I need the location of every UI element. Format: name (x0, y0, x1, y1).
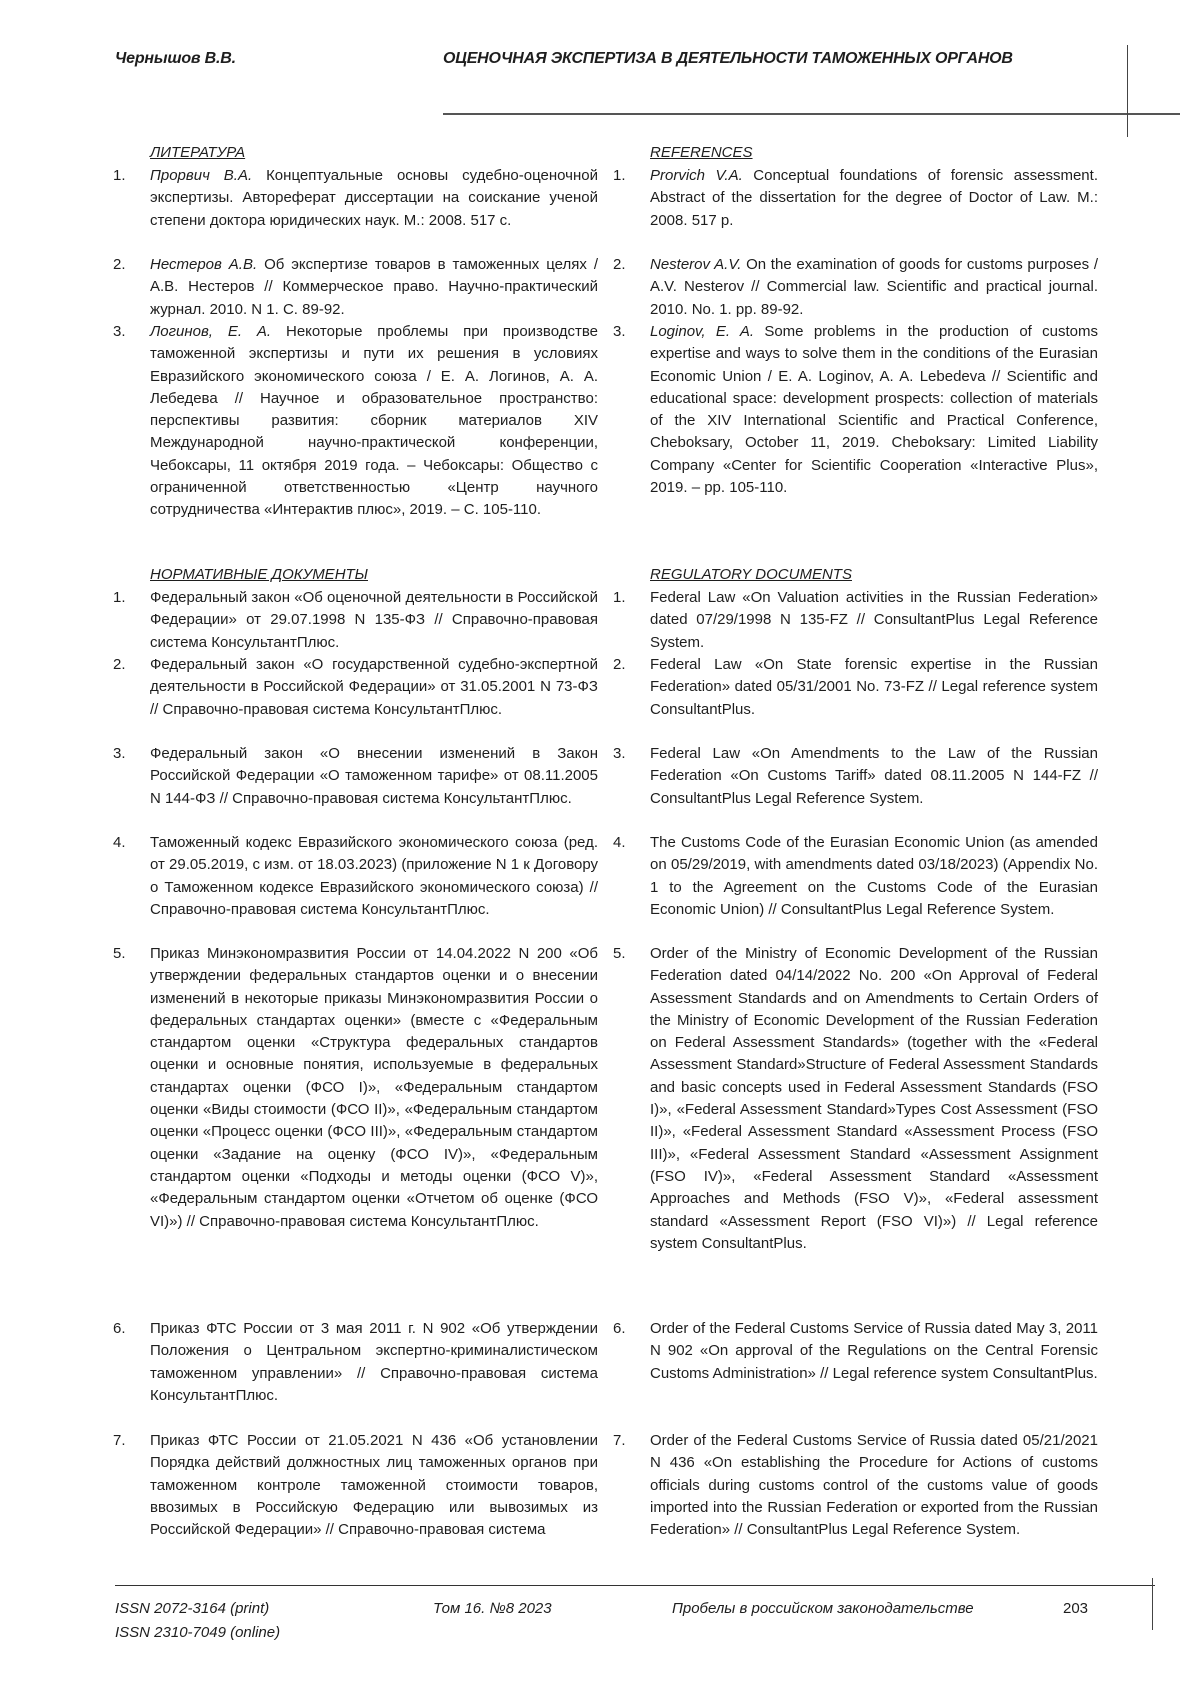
item-number: 1. (613, 587, 649, 609)
reference-item-right (613, 254, 1098, 321)
item-author: Логинов, Е. А. (150, 323, 271, 340)
header-crop-mark (1127, 45, 1128, 137)
item-number: 1. (113, 165, 149, 187)
regulatory-heading-en: REGULATORY DOCUMENTS (650, 564, 852, 586)
regulatory-item-right (613, 654, 1098, 721)
regulatory-item-left (113, 1318, 598, 1407)
item-number: 3. (613, 743, 649, 765)
item-author: Нестеров А.В. (150, 256, 257, 273)
item-text: Некоторые проблемы при производстве таможенной экспертизы и пути их решения в условиях Евразийского экономического союза / Е. А. Логинов, А. А. Лебедева // Научное и образовательное пространство: перспективы развития: сборник материалов XIV Международной научно-практической конференции, Чебоксары, 11 октября 2019 года. – Чебоксары: Общество с ограниченной ответственностью «Центр научного сотрудничества «Интерактив плюс», 2019. – С. 105-110. (150, 323, 598, 518)
footer-rule (115, 1585, 1155, 1586)
item-text: Federal Law «On State forensic expertise in the Russian Federation» dated 05/31/2001 No. 73-FZ // Legal reference system ConsultantPlus. (650, 656, 1098, 718)
footer-crop-mark (1152, 1578, 1153, 1630)
item-number: 2. (113, 254, 149, 276)
regulatory-item-left (113, 743, 598, 810)
regulatory-item-right (613, 943, 1098, 1255)
regulatory-item-left (113, 1430, 598, 1541)
item-number: 3. (113, 321, 149, 343)
issn-print: ISSN 2072-3164 (print) (115, 1600, 269, 1617)
item-author: Nesterov A.V. (650, 256, 741, 273)
regulatory-item-left (113, 832, 598, 921)
journal-name: Пробелы в российском законодательстве (672, 1600, 974, 1617)
regulatory-heading-ru: НОРМАТИВНЫЕ ДОКУМЕНТЫ (150, 564, 368, 586)
item-number: 5. (113, 943, 149, 965)
item-number: 2. (613, 654, 649, 676)
item-number: 2. (113, 654, 149, 676)
reference-item-left (113, 321, 598, 522)
regulatory-item-left (113, 587, 598, 654)
reference-item-left (113, 165, 598, 232)
regulatory-item-right (613, 1430, 1098, 1541)
item-number: 6. (113, 1318, 149, 1340)
item-author: Loginov, E. A. (650, 323, 754, 340)
item-author: Prorvich V.A. (650, 167, 743, 184)
item-number: 2. (613, 254, 649, 276)
item-text: Order of the Federal Customs Service of Russia dated May 3, 2011 N 902 «On approval of the Regulations on the Central Forensic Customs Administration» // Legal reference system ConsultantPlus. (650, 1320, 1098, 1382)
page-number: 203 (1063, 1600, 1088, 1617)
references-heading: REFERENCES (650, 142, 753, 164)
item-number: 3. (613, 321, 649, 343)
item-number: 1. (113, 587, 149, 609)
item-text: Федеральный закон «О государственной судебно-экспертной деятельности в Российской Федерации» от 31.05.2001 N 73-ФЗ // Справочно-правовая система КонсультантПлюс. (150, 656, 598, 718)
item-text: Federal Law «On Valuation activities in the Russian Federation» dated 07/29/1998 N 135-FZ // ConsultantPlus Legal Reference System. (650, 589, 1098, 651)
regulatory-item-right (613, 1318, 1098, 1385)
item-text: On the examination of goods for customs purposes / A.V. Nesterov // Commercial law. Scientific and practical journal. 2010. No. 1. pp. 89-92. (650, 256, 1098, 318)
item-text: Приказ ФТС России от 21.05.2021 N 436 «Об установлении Порядка действий должностных лиц таможенных органов при таможенном контроле таможенной стоимости товаров, ввозимых в Российскую Федерацию или вывозимых из Российской Федерации» // Справочно-правовая система (150, 1432, 598, 1538)
reference-item-right (613, 165, 1098, 232)
reference-item-left (113, 254, 598, 321)
running-header-title: ОЦЕНОЧНАЯ ЭКСПЕРТИЗА В ДЕЯТЕЛЬНОСТИ ТАМОЖЕННЫХ ОРГАНОВ (443, 50, 1013, 68)
item-text: Приказ ФТС России от 3 мая 2011 г. N 902 «Об утверждении Положения о Центральном экспертно-криминалистическом таможенном управлении» // Справочно-правовая система КонсультантПлюс. (150, 1320, 598, 1404)
item-text: Federal Law «On Amendments to the Law of the Russian Federation «On Customs Tariff» dated 08.11.2005 N 144-FZ // ConsultantPlus Legal Reference System. (650, 745, 1098, 807)
item-text: Федеральный закон «О внесении изменений в Закон Российской Федерации «О таможенном тарифе» от 08.11.2005 N 144-ФЗ // Справочно-правовая система КонсультантПлюс. (150, 745, 598, 807)
item-text: Федеральный закон «Об оценочной деятельности в Российской Федерации» от 29.07.1998 N 135-ФЗ // Справочно-правовая система КонсультантПлюс. (150, 589, 598, 651)
regulatory-item-left (113, 654, 598, 721)
item-text: Conceptual foundations of forensic assessment. Abstract of the dissertation for the degree of Doctor of Law. M.: 2008. 517 p. (650, 167, 1098, 229)
item-number: 4. (613, 832, 649, 854)
item-number: 7. (113, 1430, 149, 1452)
volume-issue: Том 16. №8 2023 (433, 1600, 552, 1617)
literature-heading: ЛИТЕРАТУРА (150, 142, 245, 164)
item-text: Order of the Federal Customs Service of Russia dated 05/21/2021 N 436 «On establishing the Procedure for Actions of customs officials during customs control of the customs value of goods imported into the Russian Federation or exported from the Russian Federation» // ConsultantPlus Legal Reference System. (650, 1432, 1098, 1538)
item-text: Some problems in the production of customs expertise and ways to solve them in the conditions of the Eurasian Economic Union / E. A. Loginov, A. A. Lebedeva // Scientific and educational space: development prospects: collection of materials of the XIV International Scientific and Practical Conference, Cheboksary, October 11, 2019. Cheboksary: Limited Liability Company «Center for Scientific Cooperation «Interactive Plus», 2019. – pp. 105-110. (650, 323, 1098, 496)
item-text: The Customs Code of the Eurasian Economic Union (as amended on 05/29/2019, with amendments dated 03/18/2023) (Appendix No. 1 to the Agreement on the Customs Code of the Eurasian Economic Union) // ConsultantPlus Legal Reference System. (650, 834, 1098, 918)
item-text: Таможенный кодекс Евразийского экономического союза (ред. от 29.05.2019, с изм. от 18.03.2023) (приложение N 1 к Договору о Таможенном кодексе Евразийского экономического союза) // Справочно-правовая система КонсультантПлюс. (150, 834, 598, 918)
item-text: Концептуальные основы судебно-оценочной экспертизы. Автореферат диссертации на соискание ученой степени доктора юридических наук. М.: 2008. 517 с. (150, 167, 598, 229)
item-number: 3. (113, 743, 149, 765)
regulatory-item-right (613, 587, 1098, 654)
regulatory-item-left (113, 943, 598, 1233)
item-text: Приказ Минэкономразвития России от 14.04.2022 N 200 «Об утверждении федеральных стандартов оценки и о внесении изменений в некоторые приказы Минэкономразвития России о федеральных стандартах оценки» (вместе с «Федеральным стандартом оценки «Структура федеральных стандартов оценки и основные понятия, используемые в федеральных стандартах оценки (ФСО I)», «Федеральным стандартом оценки «Виды стоимости (ФСО II)», «Федеральным стандартом оценки «Процесс оценки (ФСО III)», «Федеральным стандартом оценки «Задание на оценку (ФСО IV)», «Федеральным стандартом оценки «Подходы и методы оценки (ФСО V)», «Федеральным стандартом оценки «Отчетом об оценке (ФСО VI)») // Справочно-правовая система КонсультантПлюс. (150, 945, 598, 1230)
regulatory-item-right (613, 743, 1098, 810)
item-number: 1. (613, 165, 649, 187)
item-number: 4. (113, 832, 149, 854)
item-number: 6. (613, 1318, 649, 1340)
item-text: Order of the Ministry of Economic Development of the Russian Federation dated 04/14/2022 No. 200 «On Approval of Federal Assessment Standards and on Amendments to Certain Orders of the Ministry of Economic Development of the Russian Federation on Federal Assessment Standards» (together with the «Federal Assessment Standard»Structure of Federal Assessment Standards and basic concepts used in Federal Assessment Standards (FSO I)», «Federal Assessment Standard»Types Cost Assessment (FSO II)», «Federal Assessment Standard «Assessment Process (FSO III)», «Federal Assessment Standard «Assessment Assignment (FSO IV)», «Federal Assessment Standard «Assessment Approaches and Methods (FSO V)», «Federal assessment standard «Assessment Report (FSO VI)») // Legal reference system ConsultantPlus. (650, 945, 1098, 1252)
header-rule (443, 113, 1180, 115)
reference-item-right (613, 321, 1098, 499)
running-header-author: Чернышов В.В. (115, 50, 236, 68)
item-number: 7. (613, 1430, 649, 1452)
item-number: 5. (613, 943, 649, 965)
item-author: Прорвич В.А. (150, 167, 252, 184)
item-text: Об экспертизе товаров в таможенных целях / А.В. Нестеров // Коммерческое право. Научно-практический журнал. 2010. N 1. С. 89-92. (150, 256, 598, 318)
regulatory-item-right (613, 832, 1098, 921)
issn-online: ISSN 2310-7049 (online) (115, 1624, 280, 1641)
